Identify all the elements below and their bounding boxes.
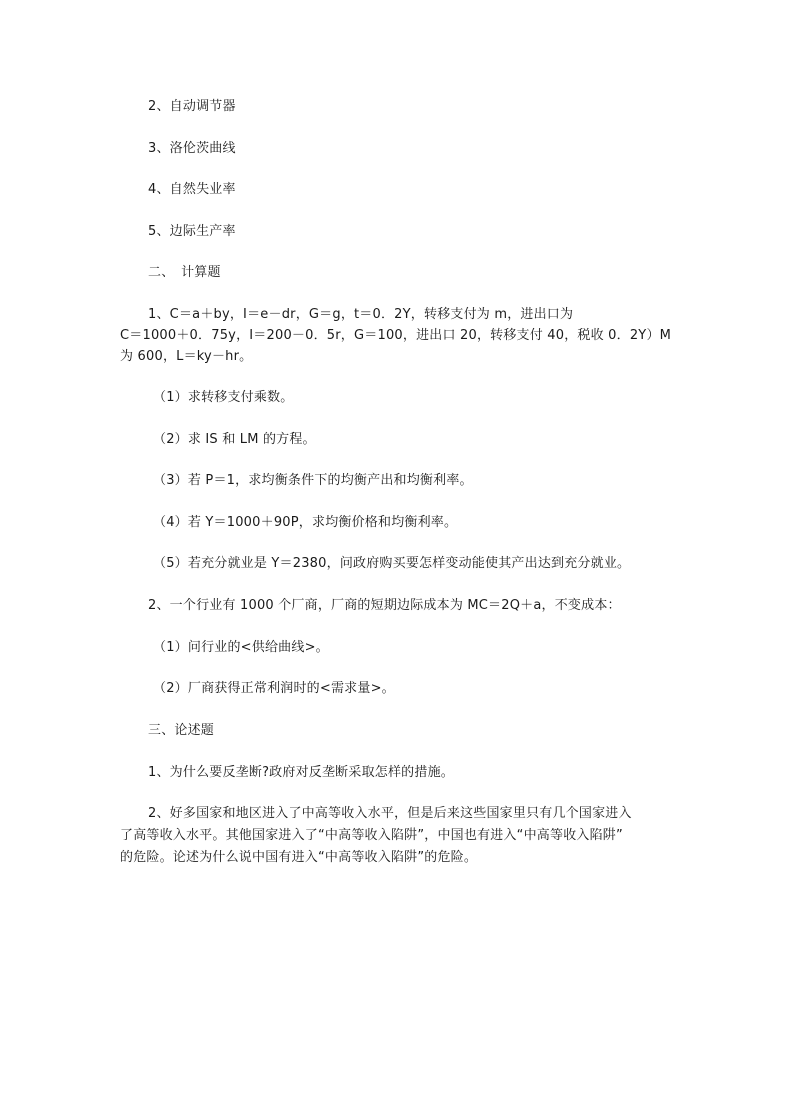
question-1-part-1: （1）求转移支付乘数。 [153, 390, 294, 405]
question-1-part-2: （2）求 IS 和 LM 的方程。 [153, 432, 316, 447]
term-item-3: 3、洛伦茨曲线 [148, 141, 236, 156]
question-2-part-2: （2）厂商获得正常利润时的<需求量>。 [153, 681, 395, 696]
section-title-essay: 三、论述题 [148, 723, 215, 738]
essay-question-1: 1、为什么要反垄断?政府对反垄断采取怎样的措施。 [148, 765, 454, 780]
essay-question-2-line-1: 2、好多国家和地区进入了中高等收入水平，但是后来这些国家里只有几个国家进入 [148, 806, 632, 821]
question-2-line-1: 2、一个行业有 1000 个厂商，厂商的短期边际成本为 MC＝2Q＋a，不变成本： [148, 598, 621, 613]
question-1-part-4: （4）若 Y＝1000＋90P，求均衡价格和均衡利率。 [153, 515, 458, 530]
term-item-4: 4、自然失业率 [148, 182, 236, 197]
question-1-line-3: 为 600，L＝ky－hr。 [120, 349, 253, 364]
essay-question-2-line-2: 了高等收入水平。其他国家进入了“中高等收入陷阱”，中国也有进入“中高等收入陷阱” [120, 828, 623, 843]
question-2-part-1: （1）问行业的<供给曲线>。 [153, 640, 329, 655]
question-1-part-3: （3）若 P＝1，求均衡条件下的均衡产出和均衡利率。 [153, 473, 473, 488]
question-1-part-5: （5）若充分就业是 Y＝2380，问政府购买要怎样变动能使其产出达到充分就业。 [153, 556, 631, 571]
question-1-line-1: 1、C＝a＋by，I＝e－dr，G＝g，t＝0．2Y，转移支付为 m，进出口为 [148, 307, 574, 322]
term-item-5: 5、边际生产率 [148, 224, 236, 239]
section-title-calculation: 二、 计算题 [148, 265, 221, 280]
question-1-line-2: C＝1000＋0．75y，I＝200－0．5r，G＝100，进出口 20，转移支付 40，税收 0．2Y）M [120, 328, 672, 343]
essay-question-2-line-3: 的危险。论述为什么说中国有进入“中高等收入陷阱”的危险。 [120, 850, 478, 865]
term-item-2: 2、自动调节器 [148, 99, 236, 114]
